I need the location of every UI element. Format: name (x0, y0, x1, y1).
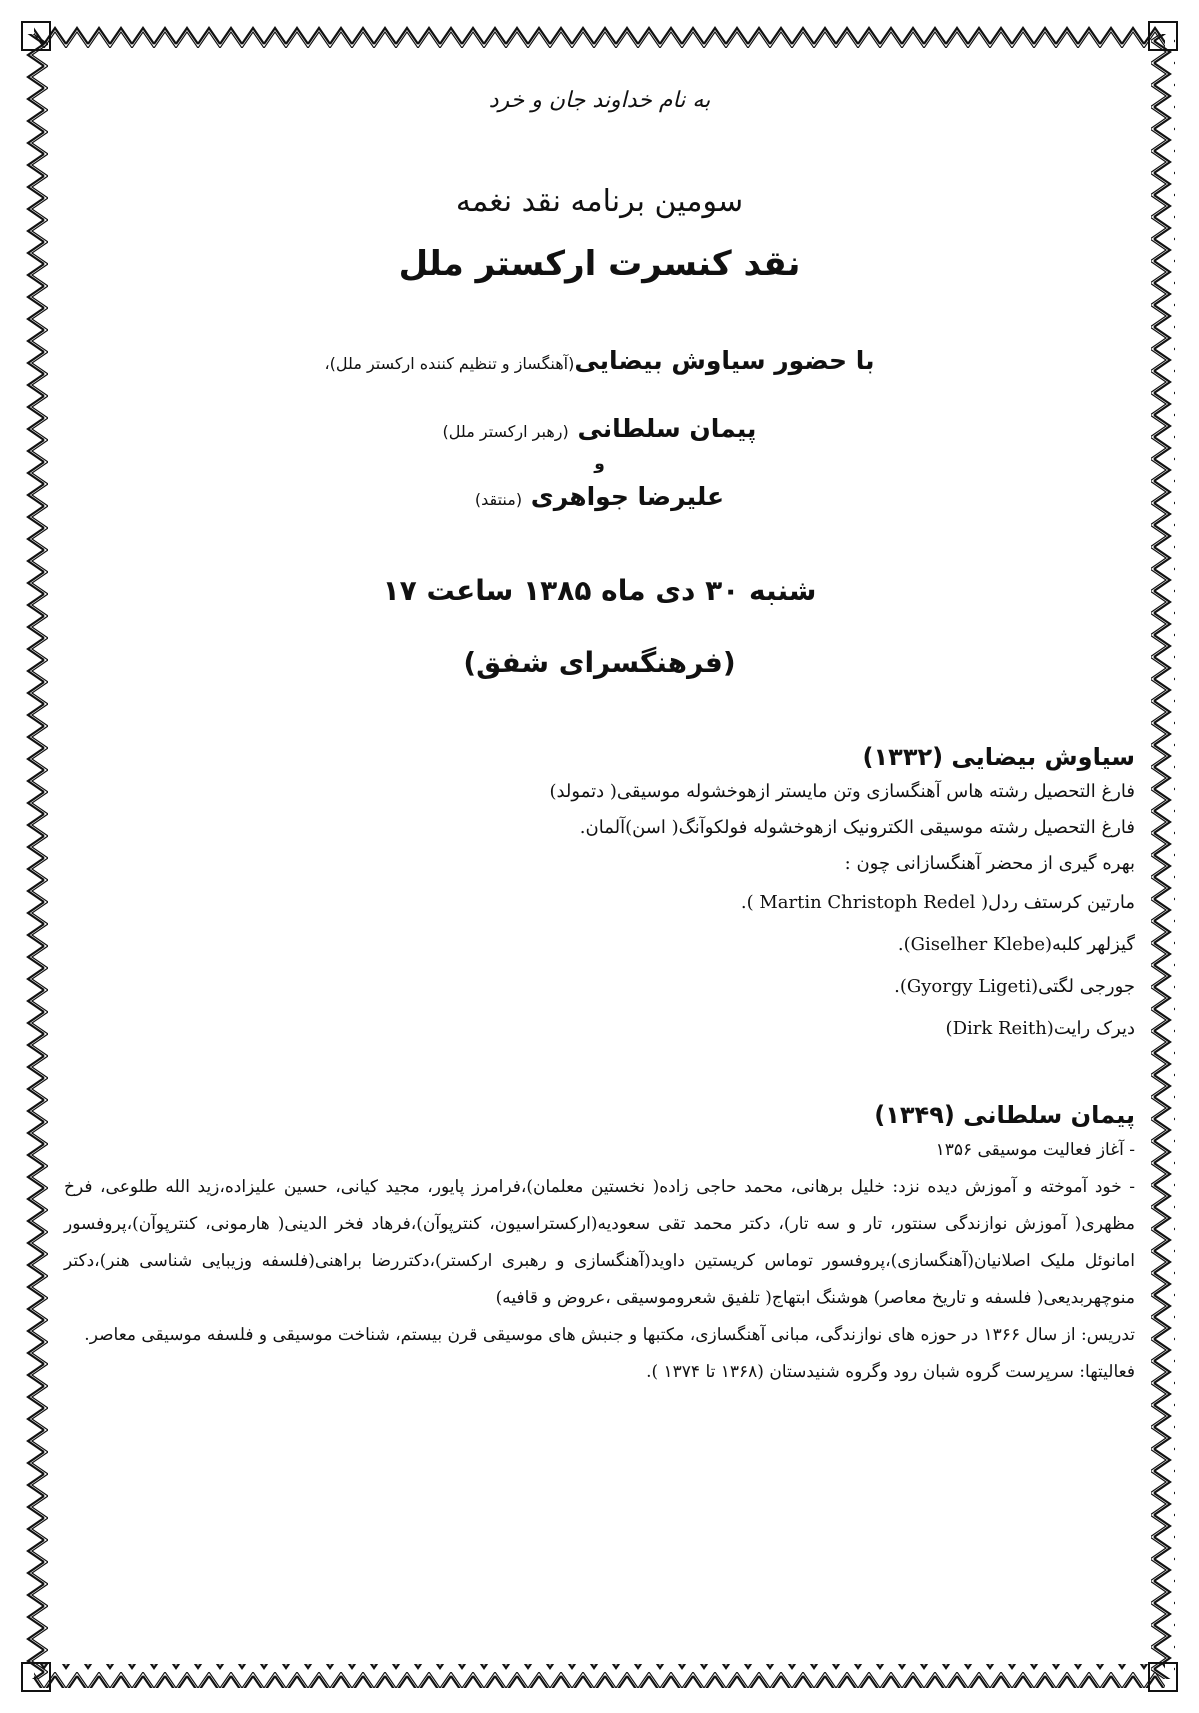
invocation-line: به نام خداوند جان و خرد (488, 88, 711, 113)
concert-title: نقد کنسرت ارکستر ملل (398, 244, 801, 284)
conjunction: و (594, 454, 605, 474)
bio-siavash (64, 740, 1135, 1050)
bio-line: فارغ التحصیل رشته موسیقی الکترونیک ازهوخشوله فولکوآنگ( اسن)آلمان. (579, 817, 1135, 838)
event-date-time: شنبه ۳۰ دی ماه ۱۳۸۵ ساعت ۱۷ (382, 574, 817, 607)
guest-intro (64, 346, 1135, 375)
guest-critic (64, 482, 1135, 511)
guest-conductor (64, 414, 1135, 443)
bio-line: دیرک رایت(Dirk Reith) (945, 1018, 1135, 1039)
document-page (64, 64, 1135, 1649)
program-title: سومین برنامه نقد نغمه (455, 184, 744, 219)
bio-line: فارغ التحصیل رشته هاس آهنگسازی وتن مایستر ازهوخشوله موسیقی( دتمولد) (549, 781, 1135, 802)
bio-peyman (64, 1098, 1135, 1391)
event-venue: (فرهنگسرای شفق) (463, 646, 736, 679)
bio-line: گیزلهر کلبه(Giselher Klebe). (897, 934, 1135, 955)
bio-line: فعالیتها: سرپرست گروه شبان رود وگروه شنیدستان (۱۳۶۸ تا ۱۳۷۴ ). (646, 1362, 1135, 1382)
critic-name: علیرضا جواهری (530, 482, 725, 511)
conductor-role: (رهبر ارکستر ملل) (442, 422, 569, 441)
bio-line: - خود آموخته و آموزش دیده نزد: خلیل برهانی، محمد حاجی زاده( نخستین معلمان)،فرامرز پایور، مجید کیانی، حسین علیزاده،زید الله طلوعی، فرخ مظهری( آموزش نوازندگی سنتور، تار و سه تار)، دکتر محمد تقی سعودیه(ارکستراسیون، کنترپوآن)،فرهاد فخر الدینی( هارمونی، کنترپوآن)،پروفسور امانوئل ملیک اصلانیان(آهنگسازی)،پروفسور توماس کریستین داوید(آهنگسازی و رهبری ارکستر)،دکتررضا براهنی(فلسفه وزیبایی شناسی هنر)،دکتر منوچهربدیعی( فلسفه و تاریخ معاصر) هوشنگ ابتهاج( تلفیق شعروموسیقی ،عروض و قافیه) (64, 1177, 1135, 1308)
bio-line: - آغاز فعالیت موسیقی ۱۳۵۶ (935, 1140, 1135, 1160)
conductor-name: پیمان سلطانی (577, 414, 757, 443)
bio-line: بهره گیری از محضر آهنگسازانی چون : (844, 853, 1135, 874)
guest-intro-name: با حضور سیاوش بیضایی (574, 346, 875, 375)
bio-heading: سیاوش بیضایی (۱۳۳۲) (862, 743, 1135, 771)
bio-line: مارتین کرستف ردل( Martin Christoph Redel ). (740, 892, 1135, 913)
guest-intro-role: (آهنگساز و تنظیم کننده ارکستر ملل)، (324, 354, 575, 373)
critic-role: (منتقد) (474, 490, 523, 509)
bio-line: جورجی لگتی(Gyorgy Ligeti). (894, 976, 1135, 997)
bio-heading: پیمان سلطانی (۱۳۴۹) (874, 1101, 1135, 1129)
bio-line: تدریس: از سال ۱۳۶۶ در حوزه های نوازندگی، مبانی آهنگسازی، مکتبها و جنبش های موسیقی قرن بیستم، شناخت موسیقی و فلسفه موسیقی معاصر. (84, 1325, 1135, 1345)
